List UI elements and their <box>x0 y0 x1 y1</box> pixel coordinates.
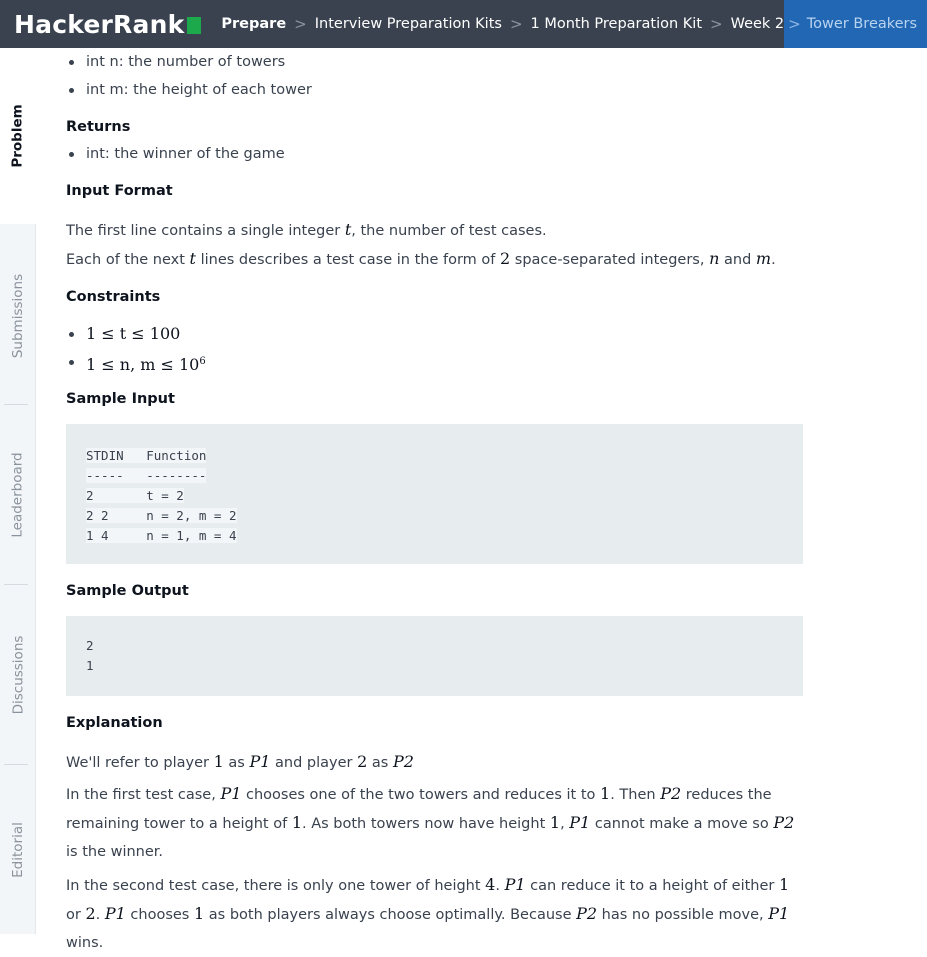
tab-leaderboard-label: Leaderboard <box>10 452 26 538</box>
text: as <box>367 755 393 771</box>
sample-input-heading: Sample Input <box>66 391 175 407</box>
vertical-tab-bar <box>0 48 36 934</box>
text: as both players always choose optimally. Because <box>204 907 577 923</box>
param-item <box>66 76 806 104</box>
sample-output-block <box>66 616 803 696</box>
breadcrumb <box>221 0 927 48</box>
breadcrumb-tower-breakers: Tower Breakers <box>806 16 918 32</box>
explanation-paragraph-3 <box>66 871 806 957</box>
math-player: P2 <box>392 752 414 771</box>
chevron-right-icon: > <box>509 15 523 33</box>
hackerrank-logo[interactable] <box>14 0 201 48</box>
math-t: t <box>344 220 352 239</box>
text: and <box>719 252 756 268</box>
logo-text: HackerRank <box>14 9 185 39</box>
math-var <box>709 249 719 268</box>
tab-divider <box>4 584 28 585</box>
text: chooses <box>125 907 194 923</box>
math-player: P2 <box>576 904 598 923</box>
math-number: 2 <box>357 752 368 771</box>
input-format-line-2 <box>66 245 806 274</box>
returns-text: int: the winner of the game <box>86 146 285 162</box>
breadcrumb-prepare[interactable]: Prepare <box>221 16 287 32</box>
code-text: 1 4 n = 1, m = 4 <box>86 528 237 543</box>
sample-output-heading: Sample Output <box>66 583 189 599</box>
math-number: 4 <box>485 875 496 894</box>
constraint-exponent: 6 <box>199 356 206 367</box>
tab-editorial-label: Editorial <box>10 822 27 878</box>
tab-problem-label: Problem <box>10 104 26 168</box>
input-format-line-1 <box>66 216 806 245</box>
text: , the number of test cases. <box>351 223 547 239</box>
explanation-heading: Explanation <box>66 715 163 731</box>
chevron-right-icon: > <box>788 15 801 33</box>
sample-input-block <box>66 424 803 564</box>
text: reduces the remaining tower to a height of <box>66 787 772 832</box>
text: as <box>223 755 250 771</box>
tab-leaderboard[interactable] <box>0 406 36 584</box>
text: . <box>495 878 505 894</box>
problem-statement <box>66 48 806 957</box>
tab-editorial[interactable] <box>0 766 36 934</box>
constraint-item <box>66 320 806 348</box>
code-line <box>86 486 783 506</box>
code-text: 2 2 n = 2, m = 2 <box>86 508 237 523</box>
tab-discussions[interactable] <box>0 586 36 764</box>
code-line <box>86 506 783 526</box>
returns-heading: Returns <box>66 119 131 135</box>
text: Each of the next <box>66 252 190 268</box>
breadcrumb-interview-preparation-kits[interactable]: Interview Preparation Kits <box>314 16 502 32</box>
text: , <box>560 816 570 832</box>
text: space-separated integers, <box>510 252 710 268</box>
breadcrumb-current-page <box>784 0 927 48</box>
code-text: 2 t = 2 <box>86 488 184 503</box>
math-number: 1 <box>778 875 790 894</box>
text: or <box>66 907 86 923</box>
code-line <box>86 446 783 466</box>
text: . <box>771 252 776 268</box>
math-var <box>756 249 771 268</box>
math-player: P2 <box>660 784 682 803</box>
math-t: t <box>189 249 196 268</box>
text: has no possible move, <box>597 907 769 923</box>
text: The first line contains a single integer <box>66 223 345 239</box>
text: In the first test case, <box>66 787 221 803</box>
math-n: n <box>709 249 720 268</box>
breadcrumb-week-2[interactable]: Week 2 <box>730 16 785 32</box>
breadcrumb-1-month-preparation-kit[interactable]: 1 Month Preparation Kit <box>530 16 703 32</box>
math-player: P1 <box>569 813 591 832</box>
code-line <box>86 526 783 546</box>
text: is the winner. <box>66 844 164 860</box>
tab-problem[interactable] <box>0 48 36 224</box>
math-number: 2 <box>499 249 511 268</box>
code-line: 1 <box>86 658 94 673</box>
code-text: STDIN Function <box>86 448 207 463</box>
math-number: 2 <box>85 904 96 923</box>
text: lines describes a test case in the form of <box>195 252 500 268</box>
constraint-item <box>66 348 806 376</box>
math-player: P2 <box>773 813 795 832</box>
tab-divider <box>4 764 28 765</box>
chevron-right-icon: > <box>710 15 723 33</box>
returns-item <box>66 140 806 168</box>
param-m-text: int m: the height of each tower <box>86 82 312 98</box>
text: can reduce it to a height of either <box>525 878 779 894</box>
math-number: 1 <box>549 813 561 832</box>
math-number: 1 <box>193 904 205 923</box>
top-navigation-bar <box>0 0 918 48</box>
text: and player <box>270 755 358 771</box>
constraints-heading: Constraints <box>66 289 161 305</box>
text: . <box>95 907 105 923</box>
code-line: 2 <box>86 638 94 653</box>
math-player: P1 <box>220 784 242 803</box>
param-item <box>66 48 806 76</box>
param-n-text: int n: the number of towers <box>86 54 286 70</box>
input-format-heading: Input Format <box>66 183 173 199</box>
constraint-n-m: 1 ≤ n, m ≤ 10 <box>86 354 200 374</box>
explanation-paragraph-2 <box>66 780 806 866</box>
tab-discussions-label: Discussions <box>10 635 27 715</box>
math-number: 1 <box>213 752 224 771</box>
math-number: 1 <box>600 784 611 803</box>
text: chooses one of the two towers and reduces it to <box>241 787 601 803</box>
text: cannot make a move so <box>590 816 774 832</box>
math-player: P1 <box>104 904 126 923</box>
tab-submissions[interactable] <box>0 228 36 404</box>
math-player: P1 <box>768 904 790 923</box>
text: wins. <box>66 935 104 951</box>
math-player: P1 <box>249 752 271 771</box>
text: . Then <box>610 787 661 803</box>
code-text: ----- -------- <box>86 468 207 483</box>
text: In the second test case, there is only one tower of height <box>66 878 486 894</box>
text: . As both towers now have height <box>302 816 550 832</box>
explanation-paragraph-1 <box>66 746 806 778</box>
tab-divider <box>4 404 28 405</box>
logo-mark-icon <box>187 17 201 34</box>
math-player: P1 <box>504 875 526 894</box>
text: We'll refer to player <box>66 755 214 771</box>
constraint-t: 1 ≤ t ≤ 100 <box>86 324 181 343</box>
tab-submissions-label: Submissions <box>10 273 27 359</box>
chevron-right-icon: > <box>294 15 307 33</box>
math-m: m <box>755 249 772 268</box>
math-number: 1 <box>291 813 302 832</box>
code-line <box>86 466 783 486</box>
